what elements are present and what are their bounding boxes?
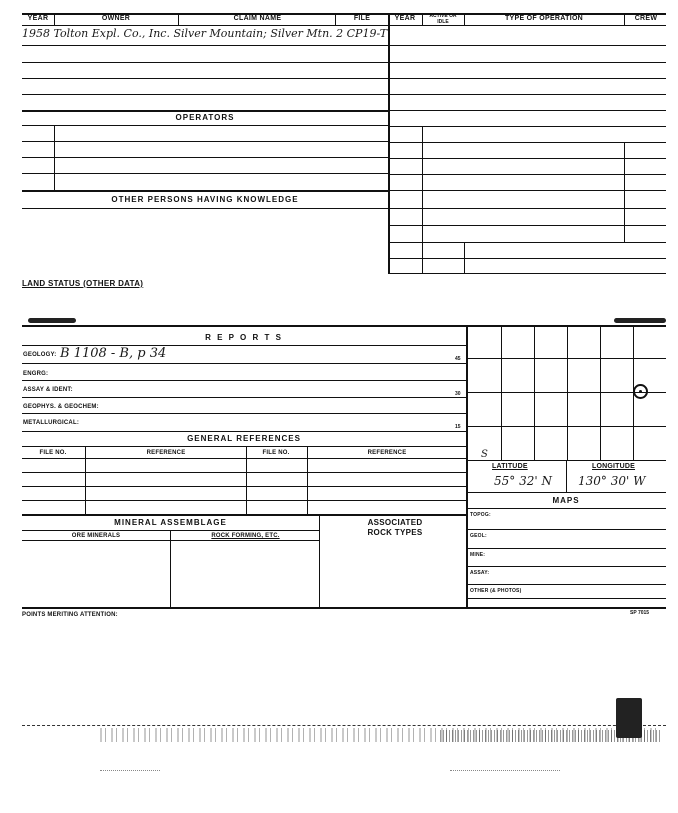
ore-minerals-header: ORE MINERALS xyxy=(71,533,121,539)
header-year-2: YEAR xyxy=(394,15,416,22)
maps-assay: ASSAY: xyxy=(470,570,490,576)
report-label-geology: GEOLOGY: xyxy=(23,352,57,358)
header-year: YEAR xyxy=(27,15,49,22)
report-label-engrg: ENGRG: xyxy=(23,371,49,377)
maps-other-photos: OTHER (& PHOTOS) xyxy=(470,588,522,594)
ref-header-reference-2: REFERENCE xyxy=(367,450,407,456)
section-mark: S xyxy=(481,449,488,460)
latitude-label: LATITUDE xyxy=(492,463,528,470)
rock-forming-header: ROCK FORMING, ETC. xyxy=(211,533,280,539)
maps-mine: MINE: xyxy=(470,552,486,558)
reports-title: R E P O R T S xyxy=(205,333,283,342)
header-crew: CREW xyxy=(634,15,658,22)
mineral-assemblage-title: MINERAL ASSEMBLAGE xyxy=(114,518,227,527)
form-code: SP 7015 xyxy=(630,610,650,616)
longitude-label: LONGITUDE xyxy=(592,463,636,470)
ref-header-file-no: FILE NO. xyxy=(39,450,67,456)
report-label-assay: ASSAY & IDENT: xyxy=(23,387,73,393)
header-active-or-idle: ACTIVE OR IDLE xyxy=(429,13,457,25)
other-persons-title: OTHER PERSONS HAVING KNOWLEDGE xyxy=(111,195,299,204)
ref-header-file-no-2: FILE NO. xyxy=(262,450,290,456)
longitude-value: 130° 30' W xyxy=(578,474,646,488)
maps-geol: GEOL: xyxy=(470,533,487,539)
report-value-geology: B 1108 - B, p 34 xyxy=(60,346,167,361)
general-references-title: GENERAL REFERENCES xyxy=(187,434,301,443)
land-status-label: LAND STATUS (OTHER DATA) xyxy=(22,279,144,288)
latitude-value: 55° 32' N xyxy=(494,474,552,488)
report-label-geophys: GEOPHYS. & GEOCHEM: xyxy=(23,404,99,410)
header-owner: OWNER xyxy=(101,15,131,22)
report-num-15: 15 xyxy=(455,424,461,430)
report-num-45: 45 xyxy=(455,356,461,362)
maps-title: MAPS xyxy=(552,496,580,505)
points-meriting-attention: POINTS MERITING ATTENTION: xyxy=(22,612,118,618)
report-num-30: 30 xyxy=(455,391,461,397)
operators-title: OPERATORS xyxy=(175,113,235,122)
claim-row-1958: 1958 Tolton Expl. Co., Inc. Silver Mountain; Silver Mtn. 2 CP19-T xyxy=(22,27,388,40)
location-circle-icon xyxy=(633,384,648,399)
report-label-metallurgical: METALLURGICAL: xyxy=(23,420,80,426)
maps-topog: TOPOG: xyxy=(470,512,491,518)
header-file: FILE xyxy=(353,15,371,22)
associated-rock-types-header: ASSOCIATED ROCK TYPES xyxy=(367,518,423,537)
header-claim-name: CLAIM NAME xyxy=(233,15,282,22)
ink-smudge-left xyxy=(28,318,76,323)
header-type-of-operation: TYPE OF OPERATION xyxy=(504,15,584,22)
ink-smudge-right xyxy=(614,318,666,323)
ref-header-reference: REFERENCE xyxy=(146,450,186,456)
